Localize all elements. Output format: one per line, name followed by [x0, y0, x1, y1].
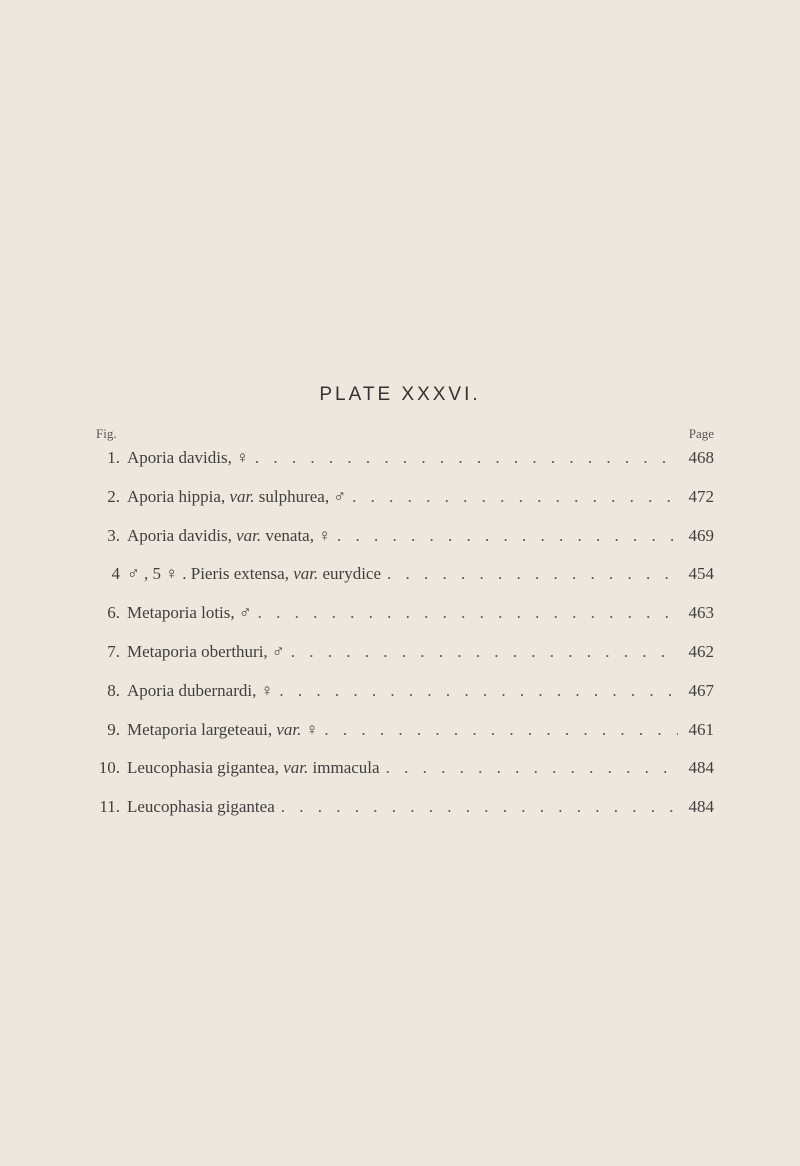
variety-abbrev: var. [236, 525, 262, 545]
species-name-text: Leucophasia gigantea [127, 797, 275, 817]
species-name [127, 720, 318, 740]
dot-leader [291, 642, 678, 662]
variety-abbrev: var. [283, 758, 309, 778]
figure-number: 1. [107, 448, 120, 467]
figure-number: 3. [107, 525, 120, 545]
species-name [127, 526, 331, 546]
dot-leader [324, 720, 678, 740]
list-item [96, 681, 714, 720]
species-name [127, 797, 275, 817]
list-item [96, 797, 714, 836]
species-name-suffix: ♀ [301, 719, 319, 739]
figure-number: 4 [111, 564, 120, 584]
list-item [96, 448, 714, 487]
dot-leader [386, 758, 678, 778]
page-column-label: Page [688, 426, 714, 441]
dot-leader [337, 526, 678, 546]
figure-number: 10. [98, 758, 120, 778]
species-name [127, 564, 381, 584]
species-name [127, 681, 273, 701]
species-name-text: ♂ , 5 ♀ . Pieris extensa, [127, 564, 294, 584]
page-number: 467 [688, 680, 714, 700]
page-number: 484 [688, 758, 714, 778]
page-number: 461 [688, 719, 714, 739]
species-name-text: Aporia davidis, [127, 525, 237, 545]
plate-title: PLATE XXXVI. [319, 384, 481, 405]
figure-number: 9. [107, 719, 120, 739]
species-name-text: Metaporia largeteaui, [127, 719, 277, 739]
species-name-text: Leucophasia gigantea, [127, 758, 284, 778]
list-item [96, 564, 714, 603]
species-name-text: Metaporia oberthuri, ♂ [127, 641, 285, 661]
species-name [127, 603, 252, 623]
species-name-suffix: sulphurea, ♂ [254, 486, 347, 506]
dot-leader [255, 448, 678, 468]
figure-number: 8. [107, 680, 120, 700]
list-item [96, 487, 714, 526]
variety-abbrev: var. [276, 719, 302, 739]
species-name-text: Metaporia lotis, ♂ [127, 603, 252, 623]
dot-leader [281, 797, 678, 817]
species-name [127, 487, 346, 507]
list-item [96, 526, 714, 565]
species-name [127, 758, 380, 778]
species-name-suffix: eurydice [318, 564, 382, 584]
species-name [127, 642, 285, 662]
page-number: 468 [688, 448, 714, 467]
page-number: 454 [688, 564, 714, 584]
species-name-suffix: immacula [308, 758, 380, 778]
page-number: 472 [688, 486, 714, 506]
species-name-suffix: venata, ♀ [261, 525, 331, 545]
page-number: 469 [688, 525, 714, 545]
dot-leader [279, 681, 678, 701]
dot-leader [352, 487, 678, 507]
dot-leader [258, 603, 678, 623]
dot-leader [387, 564, 678, 584]
list-item [96, 720, 714, 759]
list-item [96, 758, 714, 797]
variety-abbrev: var. [293, 564, 319, 584]
fig-column-label: Fig. [96, 426, 117, 441]
figure-number: 6. [107, 603, 120, 623]
list-item [96, 603, 714, 642]
species-name-text: Aporia davidis, ♀ [127, 448, 249, 467]
variety-abbrev: var. [229, 486, 255, 506]
species-name [127, 448, 249, 468]
column-headers [96, 426, 714, 444]
species-name-text: Aporia hippia, [127, 486, 230, 506]
figure-number: 7. [107, 641, 120, 661]
page-number: 463 [688, 603, 714, 623]
plate-entries-list [96, 448, 714, 836]
figure-number: 2. [107, 486, 120, 506]
figure-number: 11. [99, 797, 120, 817]
page-number: 462 [688, 641, 714, 661]
page-number: 484 [688, 797, 714, 817]
species-name-text: Aporia dubernardi, ♀ [127, 680, 274, 700]
list-item [96, 642, 714, 681]
